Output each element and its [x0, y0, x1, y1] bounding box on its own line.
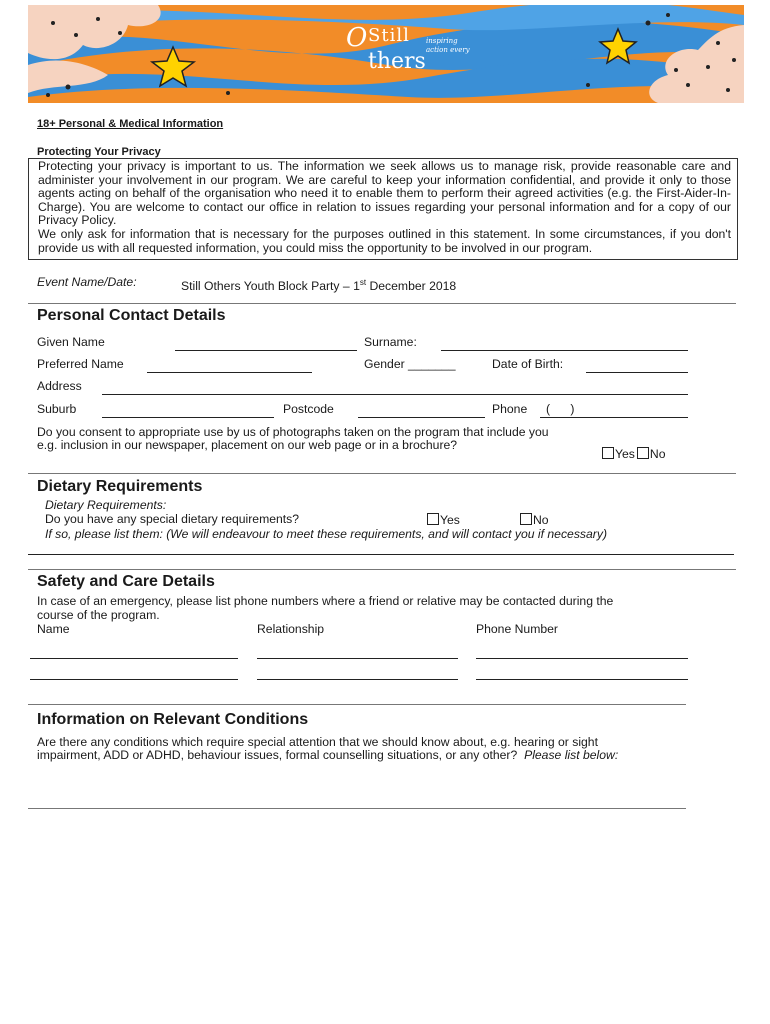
logo-line2: thers: [368, 49, 426, 74]
dietary-yes-checkbox[interactable]: [427, 513, 439, 525]
conditions-text-line1: Are there any conditions which require special attention that we should know about, e.g. hearing or sight: [37, 735, 598, 749]
gender-label: Gender _______: [364, 357, 456, 371]
safety-instructions-line1: In case of an emergency, please list phone numbers where a friend or relative may be contacted during the: [37, 594, 614, 608]
logo-line1: Still: [368, 25, 410, 46]
emergency-name-input-2[interactable]: [30, 665, 238, 680]
personal-contact-title: Personal Contact Details: [37, 307, 226, 324]
preferred-name-input[interactable]: [147, 358, 312, 373]
suburb-input[interactable]: [102, 403, 274, 418]
privacy-title: Protecting Your Privacy: [37, 146, 161, 158]
event-value: [181, 276, 456, 294]
dietary-details-input[interactable]: [28, 540, 734, 555]
emergency-phone-input-2[interactable]: [476, 665, 688, 680]
privacy-statement-box: [28, 158, 738, 260]
postcode-input[interactable]: [358, 403, 485, 418]
dietary-question: Do you have any special dietary requirements?: [45, 512, 300, 526]
phone-input[interactable]: [540, 403, 688, 418]
emergency-relationship-input-2[interactable]: [257, 665, 458, 680]
emergency-phone-input-1[interactable]: [476, 644, 688, 659]
event-value-text: Still Others Youth Block Party – 1: [181, 279, 360, 294]
safety-col-name: Name: [37, 622, 70, 636]
safety-col-phone: Phone Number: [476, 622, 558, 636]
conditions-text-line2-main: impairment, ADD or ADHD, behaviour issues, formal counselling situations, or any other?: [37, 748, 518, 762]
divider: [28, 473, 736, 474]
safety-title: Safety and Care Details: [37, 573, 215, 590]
photo-consent-line1: Do you consent to appropriate use by us of photographs taken on the program that include you: [37, 425, 549, 439]
conditions-title: Information on Relevant Conditions: [37, 711, 309, 728]
conditions-list-prompt: Please list below:: [524, 748, 619, 762]
dob-input[interactable]: [586, 358, 688, 373]
photo-consent-no-checkbox[interactable]: [637, 447, 649, 459]
photo-consent-yes-checkbox[interactable]: [602, 447, 614, 459]
dietary-no-checkbox[interactable]: [520, 513, 532, 525]
header-banner: [28, 5, 744, 103]
photo-consent-no-label: No: [649, 447, 666, 461]
suburb-label: Suburb: [37, 402, 77, 416]
photo-consent-line2: e.g. inclusion in our newspaper, placement on our web page or in a brochure?: [37, 438, 458, 452]
dietary-title: Dietary Requirements: [37, 478, 203, 495]
divider: [28, 303, 736, 304]
dietary-yes-label: Yes: [440, 513, 460, 527]
preferred-name-label: Preferred Name: [37, 357, 124, 371]
phone-parens: ( ): [546, 402, 575, 416]
conditions-text-line2: [37, 749, 618, 763]
photo-consent-options: [602, 447, 665, 462]
photo-consent-yes-label: Yes: [615, 447, 635, 461]
emergency-name-input-1[interactable]: [30, 644, 238, 659]
postcode-label: Postcode: [283, 402, 334, 416]
conditions-details-input[interactable]: [28, 794, 686, 809]
phone-label: Phone: [492, 402, 528, 416]
event-value-date: December 2018: [366, 279, 457, 294]
privacy-paragraph-1: Protecting your privacy is important to us. The information we seek allows us to manage risk, provide reasonable care and administer your involvement in our program. We are careful to keep your information confidential, and provide it only to those agents acting on behalf of the organisation who need it to enable them to perform their agreed activities (e.g. the First-Aider-In-Charge). You are welcome to contact our office in relation to issues regarding your personal information and for a copy of our Privacy Policy.: [38, 159, 731, 228]
address-label: Address: [37, 379, 82, 393]
event-label: Event Name/Date:: [37, 275, 137, 289]
privacy-paragraph-2: We only ask for information that is necessary for the purposes outlined in this statement. In some circumstances, if you don't provide us with all requested information, you could miss the opportunity to be involved in our program.: [38, 226, 731, 255]
safety-instructions-line2: course of the program.: [37, 608, 160, 622]
dietary-subtitle: Dietary Requirements:: [45, 498, 167, 512]
event-value-superscript: st: [359, 278, 367, 287]
dietary-note: If so, please list them: (We will endeavour to meet these requirements, and will contact you if necessary): [45, 527, 608, 541]
given-name-label: Given Name: [37, 335, 105, 349]
dietary-no-option: [520, 513, 549, 528]
emergency-relationship-input-1[interactable]: [257, 644, 458, 659]
divider: [28, 569, 736, 570]
divider: [28, 704, 686, 705]
given-name-input[interactable]: [175, 336, 357, 351]
logo-tagline2: action every: [426, 46, 470, 54]
surname-input[interactable]: [441, 336, 688, 351]
address-input[interactable]: [102, 380, 688, 395]
safety-col-relationship: Relationship: [257, 622, 325, 636]
dietary-yes-option: [427, 513, 460, 528]
logo-tagline1: inspiring: [426, 37, 458, 45]
surname-label: Surname:: [364, 335, 417, 349]
logo-letter: O: [346, 23, 368, 53]
form-heading: 18+ Personal & Medical Information: [37, 118, 224, 130]
dob-label: Date of Birth:: [492, 357, 564, 371]
dietary-no-label: No: [533, 513, 549, 527]
